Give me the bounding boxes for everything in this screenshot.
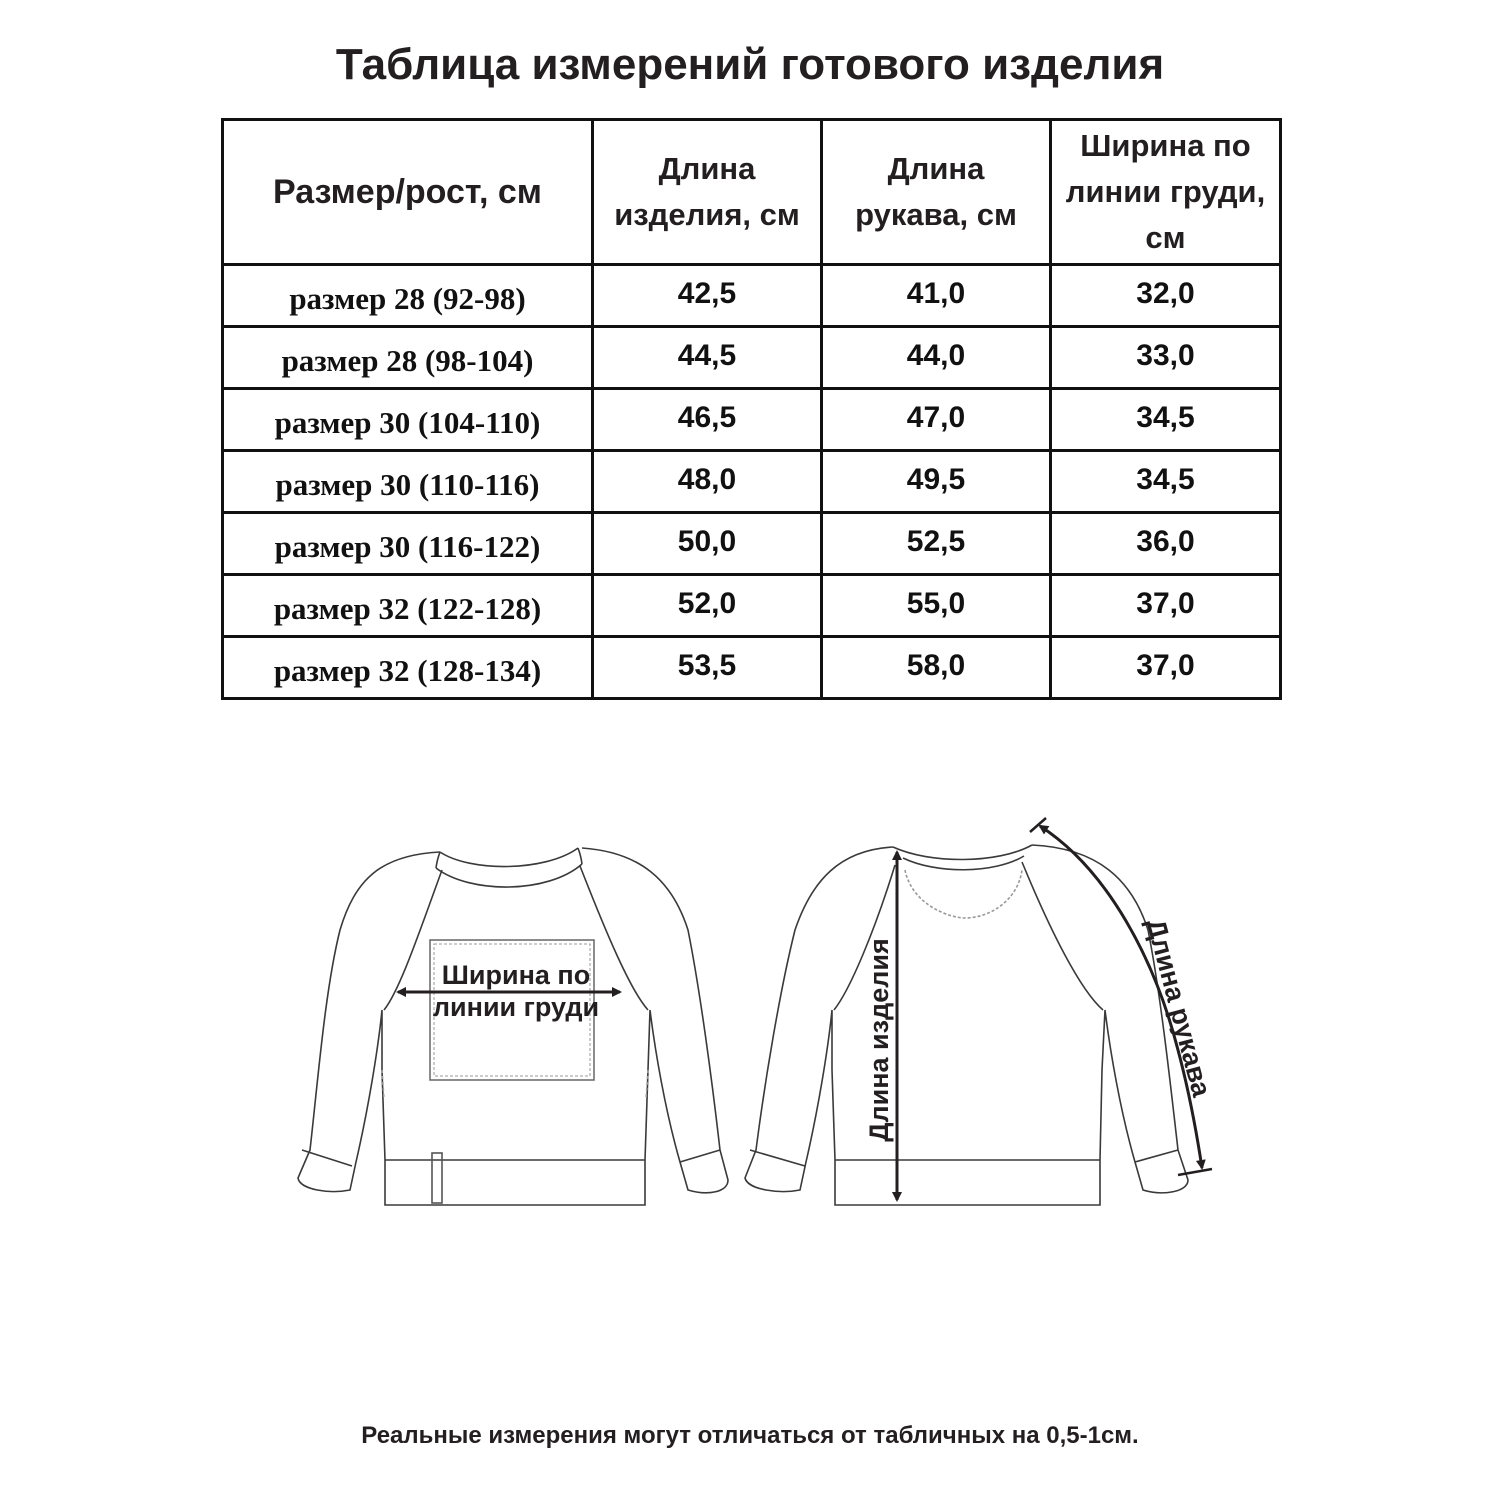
sleeve-cell: 41,0 [822, 265, 1051, 327]
size-cell: размер 32 (128-134) [223, 637, 593, 699]
chest-cell: 32,0 [1051, 265, 1281, 327]
chest-width-label: Ширина по [441, 960, 591, 990]
back-sweatshirt-drawing [745, 845, 1188, 1205]
size-cell: размер 30 (116-122) [223, 513, 593, 575]
sleeve-cell: 52,5 [822, 513, 1051, 575]
chest-width-label: линии груди [432, 992, 600, 1022]
header-length-line: Длина [658, 151, 756, 186]
chest-cell: 33,0 [1051, 327, 1281, 389]
sleeve-length-label: Длина рукава [1140, 915, 1217, 1100]
header-sleeve-line: Длина [887, 151, 985, 186]
chest-cell: 34,5 [1051, 451, 1281, 513]
front-sweatshirt-drawing [298, 848, 728, 1205]
product-length-label: Длина изделия [864, 938, 894, 1142]
chest-cell: 37,0 [1051, 637, 1281, 699]
sleeve-cell: 49,5 [822, 451, 1051, 513]
sleeve-cell: 55,0 [822, 575, 1051, 637]
page-title: Таблица измерений готового изделия [335, 40, 1165, 89]
length-cell: 42,5 [593, 265, 822, 327]
length-cell: 52,0 [593, 575, 822, 637]
chest-cell: 36,0 [1051, 513, 1281, 575]
size-cell: размер 32 (122-128) [223, 575, 593, 637]
length-cell: 44,5 [593, 327, 822, 389]
size-cell: размер 30 (104-110) [223, 389, 593, 451]
header-length-line: изделия, см [614, 197, 800, 232]
header-sleeve-line: рукава, см [855, 197, 1017, 232]
length-cell: 46,5 [593, 389, 822, 451]
length-cell: 53,5 [593, 637, 822, 699]
header-chest-line: Ширина по [1080, 128, 1251, 163]
header-chest-line: см [1145, 220, 1186, 255]
sleeve-cell: 58,0 [822, 637, 1051, 699]
length-cell: 48,0 [593, 451, 822, 513]
sleeve-cell: 47,0 [822, 389, 1051, 451]
sleeve-cell: 44,0 [822, 327, 1051, 389]
size-cell: размер 28 (98-104) [223, 327, 593, 389]
size-cell: размер 28 (92-98) [223, 265, 593, 327]
length-cell: 50,0 [593, 513, 822, 575]
footnote: Реальные измерения могут отличаться от табличных на 0,5-1см. [361, 1422, 1139, 1449]
header-size-line: Размер/рост, см [273, 173, 542, 211]
header-chest-line: линии груди, [1065, 174, 1266, 209]
chest-cell: 37,0 [1051, 575, 1281, 637]
size-cell: размер 30 (110-116) [223, 451, 593, 513]
chest-cell: 34,5 [1051, 389, 1281, 451]
